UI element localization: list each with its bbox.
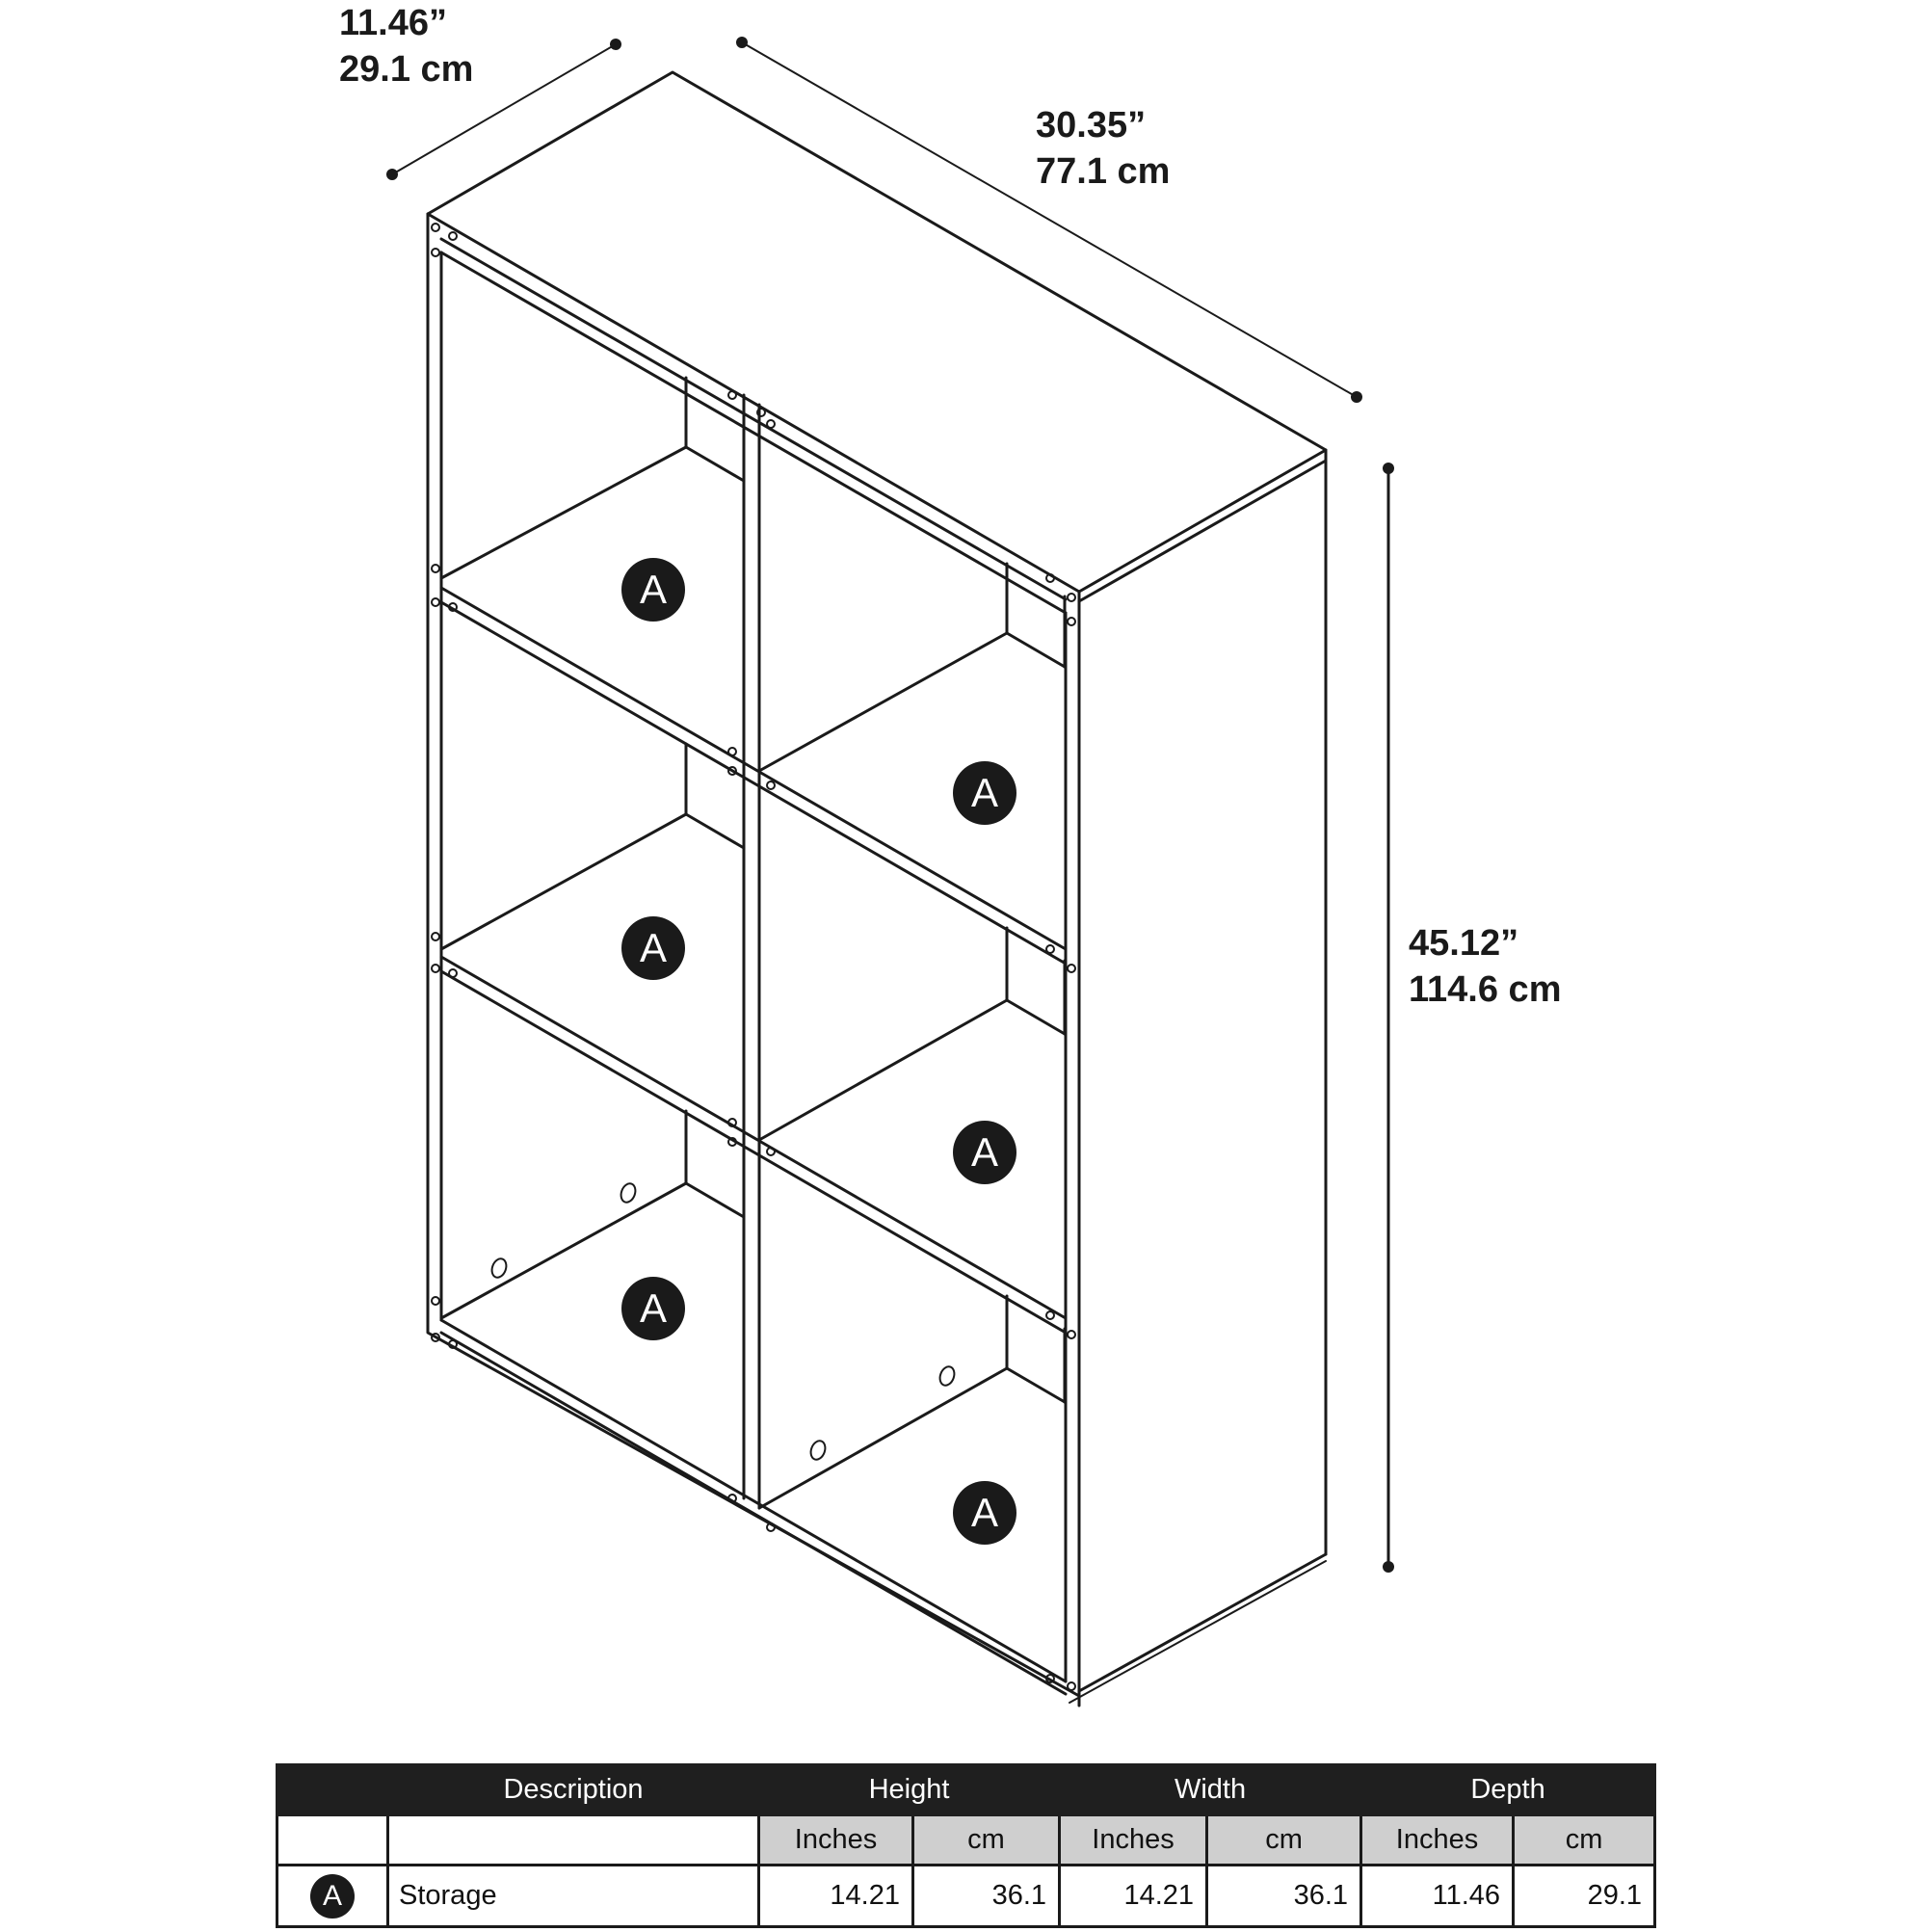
unit-height-inches: Inches xyxy=(759,1815,913,1866)
callout-a-badge xyxy=(621,558,685,622)
cam-screw-mark xyxy=(432,565,439,572)
cam-screw-mark xyxy=(432,965,439,972)
unit-width-cm: cm xyxy=(1207,1815,1361,1866)
callout-a-badge xyxy=(953,1121,1016,1184)
cam-screw-mark xyxy=(432,249,439,256)
height-cm: 114.6 cm xyxy=(1409,969,1562,1010)
cam-screw-mark xyxy=(767,420,775,428)
row-height-cm: 36.1 xyxy=(913,1866,1060,1927)
height-dimension-label xyxy=(1409,920,1561,1013)
callout-badge-letter: A xyxy=(639,925,668,970)
cam-screw-mark xyxy=(728,391,736,399)
unit-height-cm: cm xyxy=(913,1815,1060,1866)
right-side-panel-edge xyxy=(1079,1554,1326,1691)
cam-screw-mark xyxy=(432,933,439,940)
cubby-floor-edge xyxy=(686,447,744,481)
callout-badge-letter: A xyxy=(970,770,999,815)
shelf-front-edge xyxy=(441,252,1066,613)
unit-blank-1 xyxy=(277,1815,388,1866)
cam-screw-mark xyxy=(449,969,457,977)
callout-badge-letter: A xyxy=(970,1129,999,1175)
callout-a-badge xyxy=(953,761,1016,825)
unit-blank-2 xyxy=(388,1815,759,1866)
cam-screw-mark xyxy=(1068,1682,1075,1690)
unit-width-inches: Inches xyxy=(1060,1815,1207,1866)
unit-depth-cm: cm xyxy=(1514,1815,1655,1866)
cubby-floor-edge xyxy=(1007,633,1065,667)
shelf-front-edge xyxy=(441,239,1066,599)
callout-a-badge xyxy=(621,1277,685,1340)
cam-screw-mark xyxy=(1046,1311,1054,1319)
height-dimension-endpoint xyxy=(1383,463,1394,474)
width-inches: 30.35” xyxy=(1036,105,1147,146)
cam-screw-mark xyxy=(767,781,775,789)
depth-dimension-label xyxy=(339,0,473,93)
front-frame-outer xyxy=(428,214,1079,1696)
height-dimension-endpoint xyxy=(1383,1561,1394,1573)
callout-badge: A xyxy=(310,1874,355,1919)
row-badge-cell xyxy=(277,1866,388,1927)
peg-hole-mark xyxy=(808,1439,828,1462)
callout-badge-letter: A xyxy=(639,567,668,612)
header-height: Height xyxy=(759,1765,1060,1815)
width-dimension-endpoint xyxy=(736,37,748,48)
cam-screw-mark xyxy=(728,748,736,755)
top-panel-edge xyxy=(1079,461,1326,601)
right-side-panel-edge xyxy=(1069,1561,1326,1703)
row-depth-inches: 11.46 xyxy=(1361,1866,1514,1927)
table-unit-row xyxy=(277,1815,1655,1866)
peg-hole-mark xyxy=(489,1257,509,1280)
cam-screw-mark xyxy=(432,1297,439,1305)
width-cm: 77.1 cm xyxy=(1036,151,1171,192)
peg-hole-mark xyxy=(937,1364,957,1388)
cubby-floor-edge xyxy=(759,1000,1007,1140)
row-width-cm: 36.1 xyxy=(1207,1866,1361,1927)
cubby-floor-edge xyxy=(1007,1368,1065,1402)
callout-a-badge xyxy=(621,916,685,980)
header-blank xyxy=(277,1765,388,1815)
callout-badge-letter: A xyxy=(970,1490,999,1535)
cubby-floor-edge xyxy=(686,814,744,848)
depth-cm: 29.1 cm xyxy=(339,49,474,90)
header-description: Description xyxy=(388,1765,759,1815)
cubby-floor-edge xyxy=(686,1183,744,1217)
cam-screw-mark xyxy=(1068,618,1075,625)
cam-screw-mark xyxy=(432,598,439,606)
dimensions-table xyxy=(276,1763,1656,1928)
row-height-inches: 14.21 xyxy=(759,1866,913,1927)
depth-dimension-endpoint xyxy=(386,169,398,180)
cam-screw-mark xyxy=(449,232,457,240)
header-width: Width xyxy=(1060,1765,1361,1815)
cam-screw-mark xyxy=(1068,1331,1075,1338)
table-row xyxy=(277,1866,1655,1927)
row-depth-cm: 29.1 xyxy=(1514,1866,1655,1927)
row-width-inches: 14.21 xyxy=(1060,1866,1207,1927)
callout-badge-letter: A xyxy=(639,1285,668,1331)
depth-dimension-endpoint xyxy=(610,39,621,50)
cubby-floor-edge xyxy=(1007,1000,1065,1034)
cam-screw-mark xyxy=(1046,945,1054,953)
height-inches: 45.12” xyxy=(1409,923,1519,964)
cam-screw-mark xyxy=(432,224,439,231)
width-dimension-line xyxy=(742,42,1357,397)
header-depth: Depth xyxy=(1361,1765,1655,1815)
row-description: Storage xyxy=(388,1866,759,1927)
peg-hole-mark xyxy=(619,1181,638,1204)
callout-a-badge xyxy=(953,1481,1016,1545)
unit-depth-inches: Inches xyxy=(1361,1815,1514,1866)
cam-screw-mark xyxy=(1068,594,1075,601)
table-header-row xyxy=(277,1765,1655,1815)
depth-inches: 11.46” xyxy=(339,3,447,43)
width-dimension-label xyxy=(1036,102,1170,195)
cubby-floor-edge xyxy=(759,633,1007,771)
width-dimension-endpoint xyxy=(1351,391,1362,403)
cam-screw-mark xyxy=(1068,965,1075,972)
